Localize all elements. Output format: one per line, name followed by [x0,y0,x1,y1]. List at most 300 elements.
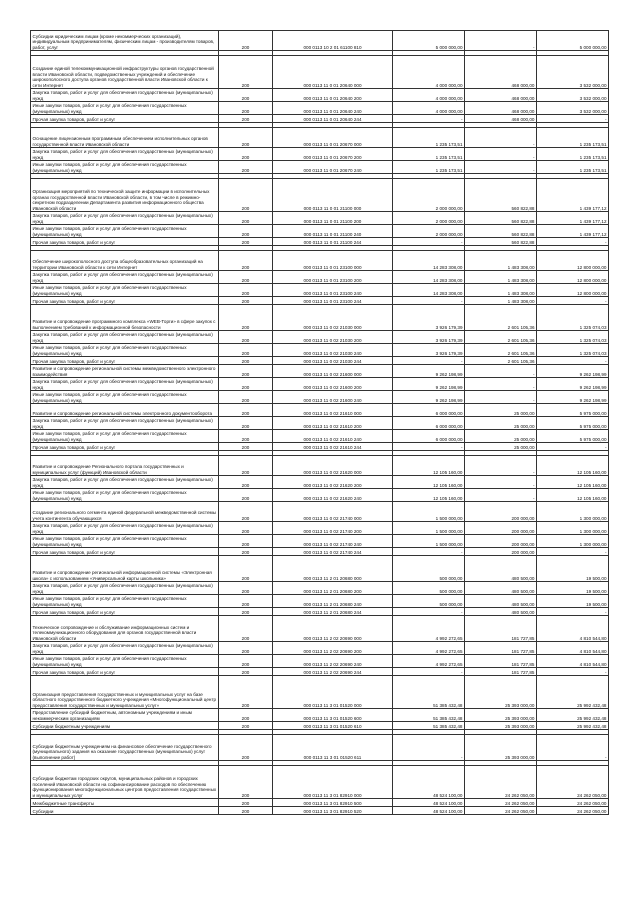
expense-name-cell: Иные закупки товаров, работ и услуг для обеспечения государственных (муниципальных) нужд [31,595,219,608]
classification-code-cell: 000 0113 11 3 01 01520 600 [273,709,393,722]
table-row [31,404,609,417]
expense-name-cell: Предоставление субсидий бюджетным, автономным учреждениям и иным некоммерческим организациям [31,709,219,722]
expense-name-cell: Закупка товаров, работ и услуг для обеспечения государственных (муниципальных) нужд [31,271,219,284]
unexecuted-amount-cell: 3 532 000,00 [537,56,609,89]
executed-amount-cell: 480 500,00 [465,595,537,608]
unexecuted-amount-cell: 4 810 544,80 [537,642,609,655]
classification-code-cell: 000 0113 11 0 01 20670 240 [273,161,393,174]
unexecuted-amount-cell: 24 262 050,00 [537,799,609,807]
unexecuted-amount-cell: 1 235 173,51 [537,148,609,161]
expense-name-cell: Развитие и сопровождение Регионального портала государственных и муниципальных услуг (функций) Ивановской области [31,456,219,476]
executed-amount-cell: 25 000,00 [465,443,537,451]
unexecuted-amount-cell: 1 325 074,03 [537,344,609,357]
table-row [31,251,609,271]
expense-name-cell: Развитие и сопровождение региональной системы межведомственного электронного взаимодействия [31,365,219,378]
classification-code-cell: 000 0113 11 0 02 21620 000 [273,456,393,476]
expense-name-cell: Закупка товаров, работ и услуг для обеспечения государственных (муниципальных) нужд [31,212,219,225]
classification-code-cell: 000 0113 11 0 02 21610 200 [273,417,393,430]
expense-name-cell: Обеспечение широкополосного доступа общеобразовательных организаций на территории Ивановской области к сети Интернет [31,251,219,271]
table-row [31,799,609,807]
unexecuted-amount-cell: 19 500,00 [537,556,609,582]
unexecuted-amount-cell: - [537,548,609,556]
approved-amount-cell: 500 000,00 [393,582,465,595]
expense-name-cell: Создание единой телекоммуникационной инфраструктуры органов государственной власти Ивановской области, подведомственных учреждений и обеспечение широкополосного доступа органов государственной власти Ивановской области к сети Интернет [31,56,219,89]
line-code-cell: 200 [219,456,273,476]
table-row [31,766,609,799]
approved-amount-cell: 14 283 308,00 [393,284,465,297]
unexecuted-amount-cell: 25 992 432,48 [537,709,609,722]
table-row [31,582,609,595]
approved-amount-cell: 3 926 179,39 [393,305,465,331]
expense-name-cell: Организация мероприятий по технической защите информации в исполнительных органах государственной власти Ивановской области, в том числе в режимно-секретном подразделении Департамента развития информационного общества Ивановской области [31,179,219,212]
table-row [31,212,609,225]
executed-amount-cell: 1 483 308,00 [465,284,537,297]
expense-name-cell: Прочая закупка товаров, работ и услуг [31,115,219,123]
line-code-cell: 200 [219,556,273,582]
line-code-cell: 200 [219,344,273,357]
executed-amount-cell: 1 483 308,00 [465,251,537,271]
unexecuted-amount-cell: 5 975 000,00 [537,404,609,417]
line-code-cell: 200 [219,179,273,212]
table-row [31,616,609,642]
executed-amount-cell: 181 727,85 [465,616,537,642]
line-code-cell: 200 [219,766,273,799]
executed-amount-cell: - [465,489,537,502]
approved-amount-cell: 2 000 000,00 [393,212,465,225]
unexecuted-amount-cell: 4 810 544,80 [537,655,609,668]
executed-amount-cell: - [465,476,537,489]
approved-amount-cell: - [393,735,465,761]
table-body [31,31,609,815]
line-code-cell: 200 [219,595,273,608]
line-code-cell: 200 [219,655,273,668]
expense-name-cell: Иные закупки товаров, работ и услуг для обеспечения государственных (муниципальных) нужд [31,102,219,115]
expense-name-cell: Субсидии бюджетным учреждениям [31,722,219,730]
unexecuted-amount-cell: 12 800 000,00 [537,284,609,297]
table-row [31,284,609,297]
table-row [31,115,609,123]
table-row [31,344,609,357]
executed-amount-cell: 2 601 105,36 [465,331,537,344]
expense-name-cell: Прочая закупка товаров, работ и услуг [31,238,219,246]
table-row [31,502,609,522]
executed-amount-cell: 25 393 000,00 [465,709,537,722]
line-code-cell: 200 [219,115,273,123]
approved-amount-cell: 3 926 179,39 [393,331,465,344]
approved-amount-cell: 4 992 272,65 [393,642,465,655]
line-code-cell: 200 [219,417,273,430]
approved-amount-cell: 500 000,00 [393,595,465,608]
classification-code-cell: 000 0113 11 0 01 23100 000 [273,251,393,271]
unexecuted-amount-cell: 25 992 432,48 [537,722,609,730]
classification-code-cell: 000 0113 11 2 02 20690 240 [273,655,393,668]
classification-code-cell: 000 0113 11 0 02 21620 240 [273,489,393,502]
executed-amount-cell: 25 000,00 [465,404,537,417]
classification-code-cell: 000 0113 11 0 01 20670 000 [273,128,393,148]
unexecuted-amount-cell: - [537,608,609,616]
line-code-cell: 200 [219,331,273,344]
approved-amount-cell: - [393,115,465,123]
approved-amount-cell: 1 235 173,51 [393,128,465,148]
classification-code-cell: 000 0113 11 2 01 20680 244 [273,608,393,616]
executed-amount-cell: 1 483 308,00 [465,297,537,305]
unexecuted-amount-cell: - [537,297,609,305]
expense-name-cell: Закупка товаров, работ и услуг для обеспечения государственных (муниципальных) нужд [31,331,219,344]
expense-name-cell: Закупка товаров, работ и услуг для обеспечения государственных (муниципальных) нужд [31,522,219,535]
expense-name-cell: Субсидии бюджетам городских округов, муниципальных районов и городских поселений Ивановской области на софинансирование расходов по обеспечению функционирования многофункциональных центров предоставления государственных и муниципальных услуг [31,766,219,799]
classification-code-cell: 000 0113 11 0 02 21740 244 [273,548,393,556]
unexecuted-amount-cell: 1 300 000,00 [537,535,609,548]
classification-code-cell: 000 0113 11 0 02 21740 200 [273,522,393,535]
classification-code-cell: 000 0113 11 3 01 82910 520 [273,807,393,815]
unexecuted-amount-cell: 24 262 050,00 [537,766,609,799]
table-row [31,365,609,378]
classification-code-cell: 000 0113 11 3 01 01520 000 [273,676,393,709]
executed-amount-cell: 25 393 000,00 [465,735,537,761]
expense-name-cell: Оснащение лицензионным программным обеспечением исполнительных органов государственной власти Ивановской области [31,128,219,148]
expense-name-cell: Иные закупки товаров, работ и услуг для обеспечения государственных (муниципальных) нужд [31,489,219,502]
expense-name-cell: Организация предоставления государственных и муниципальных услуг на базе областного государственного бюджетного учреждения «Многофункциональный центр предоставления государственных и муниципальных услуг» [31,676,219,709]
line-code-cell: 200 [219,668,273,676]
classification-code-cell: 000 0113 11 0 02 21610 240 [273,430,393,443]
expense-name-cell: Техническое сопровождение и обслуживание информационных систем и телекоммуникационного оборудования для органов государственной власти Ивановской области [31,616,219,642]
approved-amount-cell: 1 235 173,51 [393,161,465,174]
table-row [31,305,609,331]
unexecuted-amount-cell: - [537,668,609,676]
unexecuted-amount-cell: 12 105 160,00 [537,456,609,476]
approved-amount-cell: 1 235 173,51 [393,148,465,161]
unexecuted-amount-cell: 3 532 000,00 [537,89,609,102]
unexecuted-amount-cell: 1 235 173,51 [537,161,609,174]
executed-amount-cell: 24 262 050,00 [465,807,537,815]
table-row [31,522,609,535]
table-row [31,535,609,548]
line-code-cell: 200 [219,489,273,502]
classification-code-cell: 000 0113 11 0 01 23100 240 [273,284,393,297]
table-row [31,489,609,502]
table-row [31,56,609,89]
classification-code-cell: 000 0113 11 2 01 20680 200 [273,582,393,595]
expense-name-cell: Закупка товаров, работ и услуг для обеспечения государственных (муниципальных) нужд [31,378,219,391]
executed-amount-cell: - [465,378,537,391]
table-row [31,556,609,582]
approved-amount-cell: - [393,357,465,365]
approved-amount-cell: - [393,443,465,451]
approved-amount-cell: 51 385 432,48 [393,676,465,709]
unexecuted-amount-cell: 1 235 173,51 [537,128,609,148]
unexecuted-amount-cell: 19 500,00 [537,595,609,608]
executed-amount-cell: - [465,365,537,378]
expense-name-cell: Прочая закупка товаров, работ и услуг [31,548,219,556]
approved-amount-cell: 6 000 000,00 [393,404,465,417]
executed-amount-cell: 2 601 105,36 [465,357,537,365]
expense-name-cell: Прочая закупка товаров, работ и услуг [31,357,219,365]
line-code-cell: 200 [219,128,273,148]
classification-code-cell: 000 0113 11 0 02 21610 000 [273,404,393,417]
expense-name-cell: Развитие и сопровождение региональной информационной системы «Электронная школа» с использованием «Универсальной карты школьника» [31,556,219,582]
executed-amount-cell: 560 822,88 [465,212,537,225]
executed-amount-cell: 2 601 105,36 [465,305,537,331]
line-code-cell: 200 [219,608,273,616]
table-row [31,357,609,365]
classification-code-cell: 000 0113 11 2 01 20680 240 [273,595,393,608]
executed-amount-cell: 25 000,00 [465,430,537,443]
unexecuted-amount-cell: 1 300 000,00 [537,522,609,535]
line-code-cell: 200 [219,535,273,548]
unexecuted-amount-cell: 12 800 000,00 [537,271,609,284]
table-row [31,676,609,709]
unexecuted-amount-cell: 5 975 000,00 [537,417,609,430]
line-code-cell: 200 [219,676,273,709]
line-code-cell: 200 [219,378,273,391]
table-row [31,456,609,476]
expense-name-cell: Иные закупки товаров, работ и услуг для обеспечения государственных (муниципальных) нужд [31,344,219,357]
line-code-cell: 200 [219,522,273,535]
table-row [31,735,609,761]
executed-amount-cell: 24 262 050,00 [465,799,537,807]
classification-code-cell: 000 0113 11 0 02 21740 240 [273,535,393,548]
approved-amount-cell: 6 000 000,00 [393,430,465,443]
unexecuted-amount-cell: 12 105 160,00 [537,489,609,502]
classification-code-cell: 000 0113 11 0 01 20640 200 [273,89,393,102]
expense-name-cell: Субсидии [31,807,219,815]
expense-name-cell: Иные закупки товаров, работ и услуг для обеспечения государственных (муниципальных) нужд [31,225,219,238]
classification-code-cell: 000 0113 11 0 02 21610 244 [273,443,393,451]
table-row [31,378,609,391]
table-row [31,655,609,668]
line-code-cell: 200 [219,31,273,51]
expense-name-cell: Субсидии бюджетным учреждениям на финансовое обеспечение государственного (муниципального) задания на оказание государственных (муниципальных) услуг (выполнение работ) [31,735,219,761]
expense-name-cell: Закупка товаров, работ и услуг для обеспечения государственных (муниципальных) нужд [31,417,219,430]
line-code-cell: 200 [219,297,273,305]
table-row [31,595,609,608]
executed-amount-cell: 181 727,85 [465,668,537,676]
executed-amount-cell: - [465,31,537,51]
expense-name-cell: Иные закупки товаров, работ и услуг для обеспечения государственных (муниципальных) нужд [31,391,219,404]
approved-amount-cell: 4 000 000,00 [393,102,465,115]
approved-amount-cell: 12 105 160,00 [393,476,465,489]
table-row [31,722,609,730]
classification-code-cell: 000 0113 11 0 02 21600 240 [273,391,393,404]
table-row [31,476,609,489]
executed-amount-cell: 1 483 308,00 [465,271,537,284]
line-code-cell: 200 [219,476,273,489]
expense-name-cell: Прочая закупка товаров, работ и услуг [31,608,219,616]
unexecuted-amount-cell: 25 992 432,48 [537,676,609,709]
unexecuted-amount-cell: - [537,443,609,451]
expense-name-cell: Закупка товаров, работ и услуг для обеспечения государственных (муниципальных) нужд [31,582,219,595]
unexecuted-amount-cell: 1 325 074,03 [537,305,609,331]
line-code-cell: 200 [219,212,273,225]
classification-code-cell: 000 0113 11 0 02 21030 244 [273,357,393,365]
approved-amount-cell: 6 000 000,00 [393,417,465,430]
approved-amount-cell: 48 524 100,00 [393,799,465,807]
table-row [31,548,609,556]
classification-code-cell: 000 0113 11 0 02 21030 200 [273,331,393,344]
approved-amount-cell: 48 524 100,00 [393,807,465,815]
classification-code-cell: 000 0113 11 0 02 21600 200 [273,378,393,391]
executed-amount-cell: 468 000,00 [465,56,537,89]
approved-amount-cell: - [393,668,465,676]
executed-amount-cell: 480 500,00 [465,608,537,616]
line-code-cell: 200 [219,271,273,284]
executed-amount-cell: - [465,128,537,148]
approved-amount-cell: 1 500 000,00 [393,502,465,522]
classification-code-cell: 000 0113 11 2 02 20690 200 [273,642,393,655]
executed-amount-cell: 25 393 000,00 [465,676,537,709]
line-code-cell: 200 [219,709,273,722]
line-code-cell: 200 [219,404,273,417]
line-code-cell: 200 [219,251,273,271]
unexecuted-amount-cell: - [537,115,609,123]
classification-code-cell: 000 0113 11 0 02 21030 240 [273,344,393,357]
expense-name-cell: Субсидии юридическим лицам (кроме некоммерческих организаций), индивидуальным предпринимателям, физическим лицам - производителям товаров, работ, услуг [31,31,219,51]
table-row [31,102,609,115]
executed-amount-cell: 181 727,85 [465,655,537,668]
expense-name-cell: Иные закупки товаров, работ и услуг для обеспечения государственных (муниципальных) нужд [31,430,219,443]
unexecuted-amount-cell: 4 810 544,80 [537,616,609,642]
classification-code-cell: 000 0113 11 3 01 82910 500 [273,799,393,807]
approved-amount-cell: 4 992 272,65 [393,616,465,642]
approved-amount-cell: 48 524 100,00 [393,766,465,799]
table-row [31,608,609,616]
classification-code-cell: 000 0113 11 0 02 21600 000 [273,365,393,378]
classification-code-cell: 000 0113 11 0 02 21620 200 [273,476,393,489]
table-row [31,709,609,722]
budget-execution-table [30,30,609,815]
classification-code-cell: 000 0113 11 0 01 23100 200 [273,271,393,284]
classification-code-cell: 000 0113 11 2 01 20680 000 [273,556,393,582]
line-code-cell: 200 [219,430,273,443]
unexecuted-amount-cell: 1 300 000,00 [537,502,609,522]
executed-amount-cell: 200 000,00 [465,502,537,522]
unexecuted-amount-cell: 1 439 177,12 [537,179,609,212]
executed-amount-cell: 560 822,88 [465,238,537,246]
approved-amount-cell: 1 500 000,00 [393,522,465,535]
table-row [31,391,609,404]
classification-code-cell: 000 0113 11 0 01 23100 244 [273,297,393,305]
classification-code-cell: 000 0113 11 3 01 01520 610 [273,722,393,730]
line-code-cell: 200 [219,365,273,378]
unexecuted-amount-cell: 5 000 000,00 [537,31,609,51]
executed-amount-cell: 468 000,00 [465,89,537,102]
classification-code-cell: 000 0113 11 2 02 20690 000 [273,616,393,642]
unexecuted-amount-cell: 9 262 198,99 [537,365,609,378]
classification-code-cell: 000 0113 11 0 01 21100 240 [273,225,393,238]
classification-code-cell: 000 0113 11 3 01 82910 000 [273,766,393,799]
unexecuted-amount-cell: 12 800 000,00 [537,251,609,271]
line-code-cell: 200 [219,735,273,761]
executed-amount-cell: 25 000,00 [465,417,537,430]
executed-amount-cell: 480 500,00 [465,582,537,595]
table-row [31,443,609,451]
executed-amount-cell: 200 000,00 [465,522,537,535]
classification-code-cell: 000 0113 11 0 01 21100 000 [273,179,393,212]
expense-name-cell: Иные закупки товаров, работ и услуг для обеспечения государственных (муниципальных) нужд [31,284,219,297]
line-code-cell: 200 [219,305,273,331]
approved-amount-cell: 9 262 198,99 [393,365,465,378]
line-code-cell: 200 [219,56,273,89]
unexecuted-amount-cell: - [537,357,609,365]
table-row [31,430,609,443]
line-code-cell: 200 [219,548,273,556]
approved-amount-cell: 51 385 432,48 [393,709,465,722]
executed-amount-cell: 200 000,00 [465,535,537,548]
table-row [31,331,609,344]
table-row [31,238,609,246]
line-code-cell: 200 [219,616,273,642]
table-row [31,161,609,174]
line-code-cell: 200 [219,357,273,365]
unexecuted-amount-cell: 24 262 050,00 [537,807,609,815]
expense-name-cell: Закупка товаров, работ и услуг для обеспечения государственных (муниципальных) нужд [31,148,219,161]
executed-amount-cell: 200 000,00 [465,548,537,556]
expense-name-cell: Создание регионального сегмента единой федеральной межведомственной системы учета контингента обучающихся [31,502,219,522]
classification-code-cell: 000 0113 10 2 01 61100 810 [273,31,393,51]
line-code-cell: 200 [219,102,273,115]
classification-code-cell: 000 0113 11 0 02 21030 000 [273,305,393,331]
executed-amount-cell: - [465,148,537,161]
executed-amount-cell: 468 000,00 [465,115,537,123]
unexecuted-amount-cell: 9 262 198,99 [537,378,609,391]
table-row [31,89,609,102]
expense-name-cell: Закупка товаров, работ и услуг для обеспечения государственных (муниципальных) нужд [31,476,219,489]
unexecuted-amount-cell: 1 439 177,12 [537,225,609,238]
classification-code-cell: 000 0113 11 0 01 20670 200 [273,148,393,161]
expense-name-cell: Развитие и сопровождение региональной системы электронного документооборота [31,404,219,417]
line-code-cell: 200 [219,799,273,807]
table-row [31,31,609,51]
table-row [31,271,609,284]
line-code-cell: 200 [219,89,273,102]
table-row [31,807,609,815]
approved-amount-cell: 12 105 160,00 [393,456,465,476]
table-row [31,642,609,655]
approved-amount-cell: 2 000 000,00 [393,179,465,212]
table-row [31,297,609,305]
expense-name-cell: Закупка товаров, работ и услуг для обеспечения государственных (муниципальных) нужд [31,89,219,102]
approved-amount-cell: - [393,608,465,616]
approved-amount-cell: 4 992 272,65 [393,655,465,668]
expense-name-cell: Развитие и сопровождение программного комплекса «WEB-Торги» в сфере закупок с выполнением требований к информационной безопасности [31,305,219,331]
line-code-cell: 200 [219,225,273,238]
classification-code-cell: 000 0113 11 0 01 20640 244 [273,115,393,123]
executed-amount-cell: 560 822,88 [465,225,537,238]
approved-amount-cell: - [393,297,465,305]
table-row [31,128,609,148]
table-row [31,148,609,161]
expense-name-cell: Прочая закупка товаров, работ и услуг [31,297,219,305]
line-code-cell: 200 [219,391,273,404]
executed-amount-cell: 560 822,88 [465,179,537,212]
unexecuted-amount-cell: - [537,238,609,246]
approved-amount-cell: 9 262 198,99 [393,391,465,404]
approved-amount-cell: 500 000,00 [393,556,465,582]
line-code-cell: 200 [219,238,273,246]
expense-name-cell: Прочая закупка товаров, работ и услуг [31,668,219,676]
approved-amount-cell: 9 262 198,99 [393,378,465,391]
approved-amount-cell: 2 000 000,00 [393,225,465,238]
approved-amount-cell: 14 283 308,00 [393,251,465,271]
unexecuted-amount-cell: 3 532 000,00 [537,102,609,115]
approved-amount-cell: 3 926 179,39 [393,344,465,357]
approved-amount-cell: 4 000 000,00 [393,89,465,102]
executed-amount-cell: 181 727,85 [465,642,537,655]
table-row [31,417,609,430]
approved-amount-cell: 5 000 000,00 [393,31,465,51]
executed-amount-cell: - [465,391,537,404]
expense-name-cell: Иные закупки товаров, работ и услуг для обеспечения государственных (муниципальных) нужд [31,161,219,174]
